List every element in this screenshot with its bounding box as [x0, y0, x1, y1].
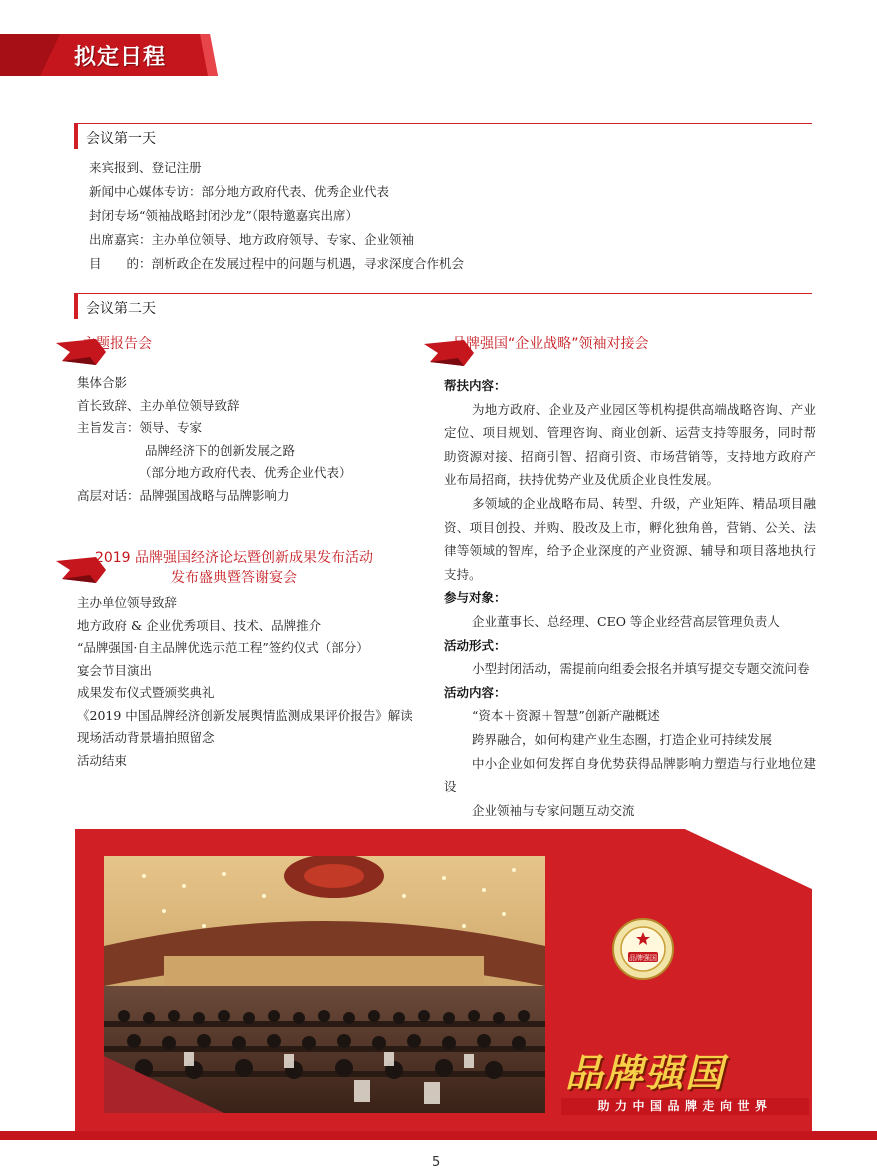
audience-label: 参与对象： — [444, 590, 507, 606]
content-label: 活动内容： — [444, 684, 507, 700]
content-item: 中小企业如何发挥自身优势获得品牌影响力塑造与行业地位建设 — [444, 755, 816, 795]
list-item: 集体合影 — [77, 375, 128, 390]
page-number: 5 — [432, 1155, 441, 1170]
list-item: 高层对话：品牌强国战略与品牌影响力 — [77, 487, 290, 503]
day2-heading: 会议第二天 — [74, 293, 812, 319]
content-item: “资本＋资源＋智慧”创新产融概述 — [472, 708, 660, 724]
list-item: 成果发布仪式暨颁奖典礼 — [77, 685, 215, 700]
report-list — [77, 372, 352, 507]
format-label: 活动形式： — [444, 637, 507, 653]
section-report-title: 主题报告会 — [82, 336, 152, 352]
list-item: 宴会节目演出 — [77, 662, 153, 678]
list-item: 地方政府 & 企业优秀项目、技术、品牌推介 — [77, 617, 322, 633]
list-item: “品牌强国·自主品牌优选示范工程”签约仪式（部分） — [77, 640, 369, 655]
format-text: 小型封闭活动，需提前向组委会报名并填写提交专题交流问卷 — [472, 661, 810, 677]
day1-heading: 会议第一天 — [74, 123, 812, 149]
section-strategy-title: 品牌强国“企业战略”领袖对接会 — [452, 336, 649, 352]
list-item: 新闻中心媒体专访：部分地方政府代表、优秀企业代表 — [89, 184, 390, 199]
brand-logo-text: 品牌强国 — [565, 1050, 726, 1095]
list-item: 出席嘉宾：主办单位领导、地方政府领导、专家、企业领袖 — [89, 232, 415, 247]
release-list — [77, 592, 413, 772]
list-item: 《2019 中国品牌经济创新发展舆情监测成果评价报告》解读 — [77, 707, 413, 723]
support-label: 帮扶内容： — [444, 378, 507, 393]
support-paragraph-2: 多领域的企业战略布局、转型、升级，产业矩阵、精品项目融资、项目创投、并购、股改及上市，孵化独角兽，营销、公关、法律等领域的智库，给予企业深度的产业资源、辅导和项目落地执行支持。 — [444, 495, 816, 582]
list-item: 封闭专场“领袖战略封闭沙龙”（限特邀嘉宾出席） — [89, 208, 359, 223]
footer-bar — [0, 1131, 877, 1140]
audience-text: 企业董事长、总经理、CEO 等企业经营高层管理负责人 — [472, 613, 780, 629]
list-item: 目 的：剖析政企在发展过程中的问题与机遇，寻求深度合作机会 — [89, 256, 465, 271]
conference-photo — [104, 856, 545, 1113]
list-item: 品牌经济下的创新发展之路 — [145, 442, 296, 458]
brand-slogan: 助力中国品牌走向世界 — [561, 1098, 809, 1115]
strategy-body — [444, 374, 816, 822]
content-item: 企业领袖与专家问题互动交流 — [472, 802, 635, 818]
support-paragraph-1: 为地方政府、企业及产业园区等机构提供高端战略咨询、产业定位、项目规划、管理咨询、商业创新、运营支持等服务，同时帮助资源对接、招商引智、招商引资、市场营销等，支持地方政府产业布局招商，扶持优势产业及优质企业良性发展。 — [444, 401, 816, 488]
day1-list — [89, 156, 464, 276]
list-item: 来宾报到、登记注册 — [89, 160, 202, 175]
section-release-title: 2019 品牌强国经济论坛暨创新成果发布活动 发布盛典暨答谢宴会 — [94, 550, 374, 586]
list-item: 现场活动背景墙拍照留念 — [77, 730, 215, 745]
list-item: 活动结束 — [77, 752, 128, 768]
list-item: （部分地方政府代表、优秀企业代表） — [139, 465, 352, 480]
list-item: 首长致辞、主办单位领导致辞 — [77, 397, 240, 413]
content-item: 跨界融合，如何构建产业生态圈，打造企业可持续发展 — [472, 731, 773, 747]
list-item: 主办单位领导致辞 — [77, 595, 178, 610]
page-title: 拟定日程 — [74, 45, 167, 70]
brand-seal-icon — [612, 918, 674, 980]
list-item: 主旨发言：领导、专家 — [77, 420, 203, 435]
seal-text: 品牌强国 — [629, 954, 657, 962]
